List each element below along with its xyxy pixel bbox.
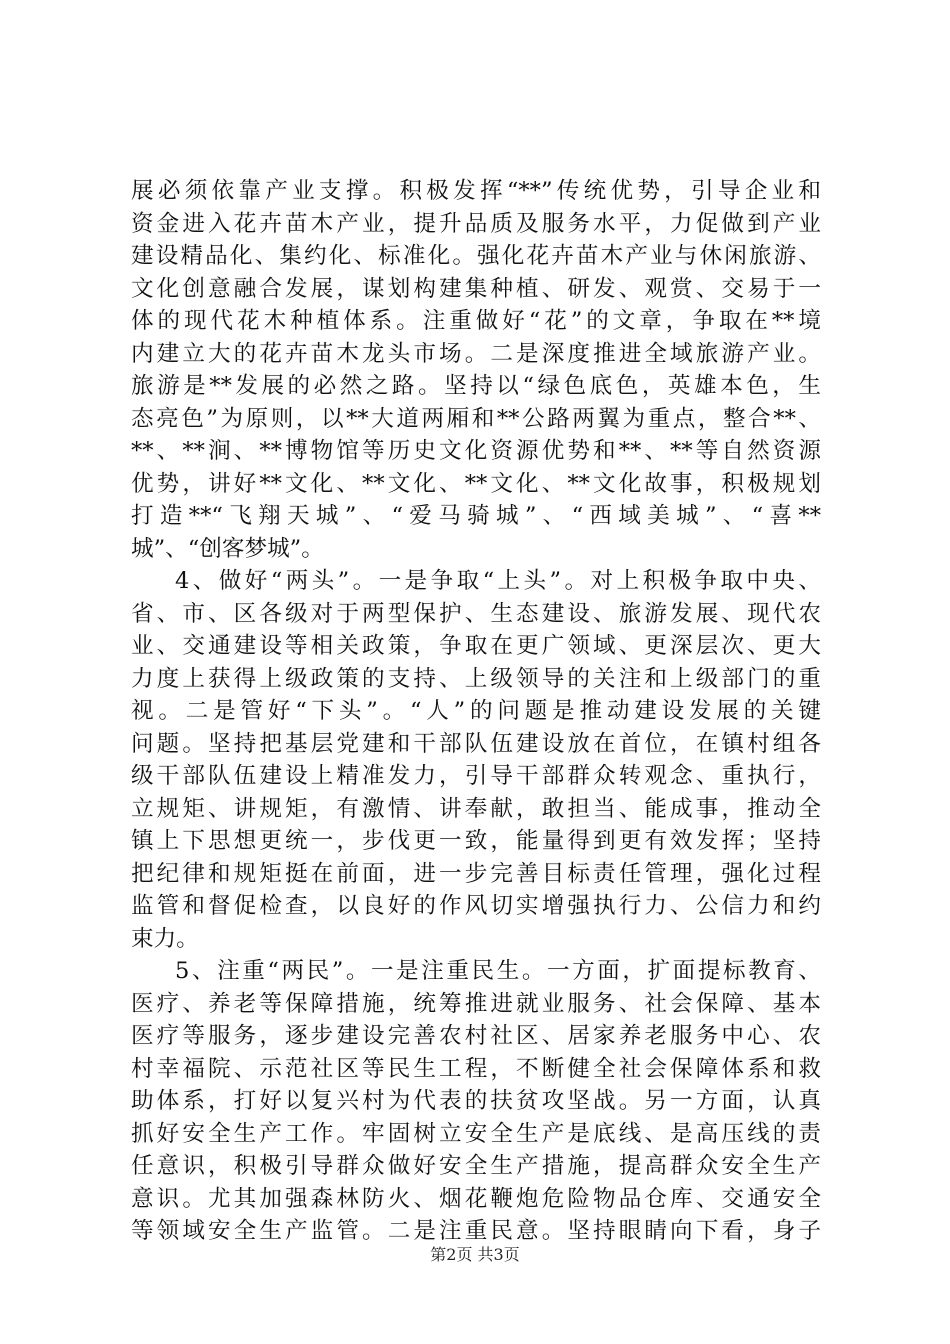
text-line: **、**涧、**博物馆等历史文化资源优势和**、**等自然资源 <box>131 438 821 464</box>
text-line: 5、注重“两民”。一是注重民生。一方面，扩面提标教育、 <box>175 958 821 984</box>
text-line: 城”、“创客梦城”。 <box>131 535 324 562</box>
text-line: 监管和督促检查，以良好的作风切实增强执行力、公信力和约 <box>131 893 821 919</box>
text-line: 任意识，积极引导群众做好安全生产措施，提高群众安全生产 <box>131 1153 821 1179</box>
text-line: 医疗、养老等保障措施，统筹推进就业服务、社会保障、基本 <box>131 990 821 1017</box>
text-line: 镇上下思想更统一，步伐更一致，能量得到更有效发挥；坚持 <box>131 828 821 854</box>
text-line: 打造**“飞翔天城”、“爱马骑城”、“西域美城”、“喜** <box>131 503 821 529</box>
text-line: 资金进入花卉苗木产业，提升品质及服务水平，力促做到产业 <box>131 210 821 237</box>
text-line: 立规矩、讲规矩，有激情、讲奉献，敢担当、能成事，推动全 <box>131 795 821 822</box>
text-line: 文化创意融合发展，谋划构建集种植、研发、观赏、交易于一 <box>131 275 821 302</box>
text-line: 问题。坚持把基层党建和干部队伍建设放在首位，在镇村组各 <box>131 730 821 757</box>
text-line: 4、做好“两头”。一是争取“上头”。对上积极争取中央、 <box>175 568 821 594</box>
text-line: 建设精品化、集约化、标准化。强化花卉苗木产业与休闲旅游、 <box>131 243 821 269</box>
text-line: 内建立大的花卉苗木龙头市场。二是深度推进全域旅游产业。 <box>131 340 821 367</box>
text-line: 抓好安全生产工作。牢固树立安全生产是底线、是高压线的责 <box>131 1120 821 1147</box>
text-line: 优势，讲好**文化、**文化、**文化、**文化故事，积极规划 <box>131 470 821 497</box>
text-line: 力度上获得上级政策的支持、上级领导的关注和上级部门的重 <box>131 665 821 692</box>
text-line: 助体系，打好以复兴村为代表的扶贫攻坚战。另一方面，认真 <box>131 1088 821 1114</box>
text-line: 业、交通建设等相关政策，争取在更广领域、更深层次、更大 <box>131 633 821 659</box>
text-line: 把纪律和规矩挺在前面，进一步完善目标责任管理，强化过程 <box>131 860 821 887</box>
text-line: 等领域安全生产监管。二是注重民意。坚持眼睛向下看，身子 <box>131 1218 821 1244</box>
text-line: 级干部队伍建设上精准发力，引导干部群众转观念、重执行， <box>131 763 821 789</box>
text-line: 意识。尤其加强森林防火、烟花鞭炮危险物品仓库、交通安全 <box>131 1185 821 1212</box>
page-footer: 第2页 共3页 <box>430 1245 520 1264</box>
text-line: 束力。 <box>131 925 199 952</box>
text-line: 视。二是管好“下头”。“人”的问题是推动建设发展的关键 <box>131 698 821 724</box>
text-line: 体的现代花木种植体系。注重做好“花”的文章，争取在**境 <box>131 308 821 334</box>
text-line: 省、市、区各级对于两型保护、生态建设、旅游发展、现代农 <box>131 600 821 627</box>
text-line: 展必须依靠产业支撑。积极发挥“**”传统优势，引导企业和 <box>131 178 821 204</box>
text-line: 医疗等服务，逐步建设完善农村社区、居家养老服务中心、农 <box>131 1023 821 1049</box>
text-line: 村幸福院、示范社区等民生工程，不断健全社会保障体系和救 <box>131 1055 821 1082</box>
text-line: 旅游是**发展的必然之路。坚持以“绿色底色，英雄本色，生 <box>131 373 821 399</box>
document-body <box>131 175 821 1248</box>
text-line: 态亮色”为原则，以**大道两厢和**公路两翼为重点，整合**、 <box>131 405 821 432</box>
